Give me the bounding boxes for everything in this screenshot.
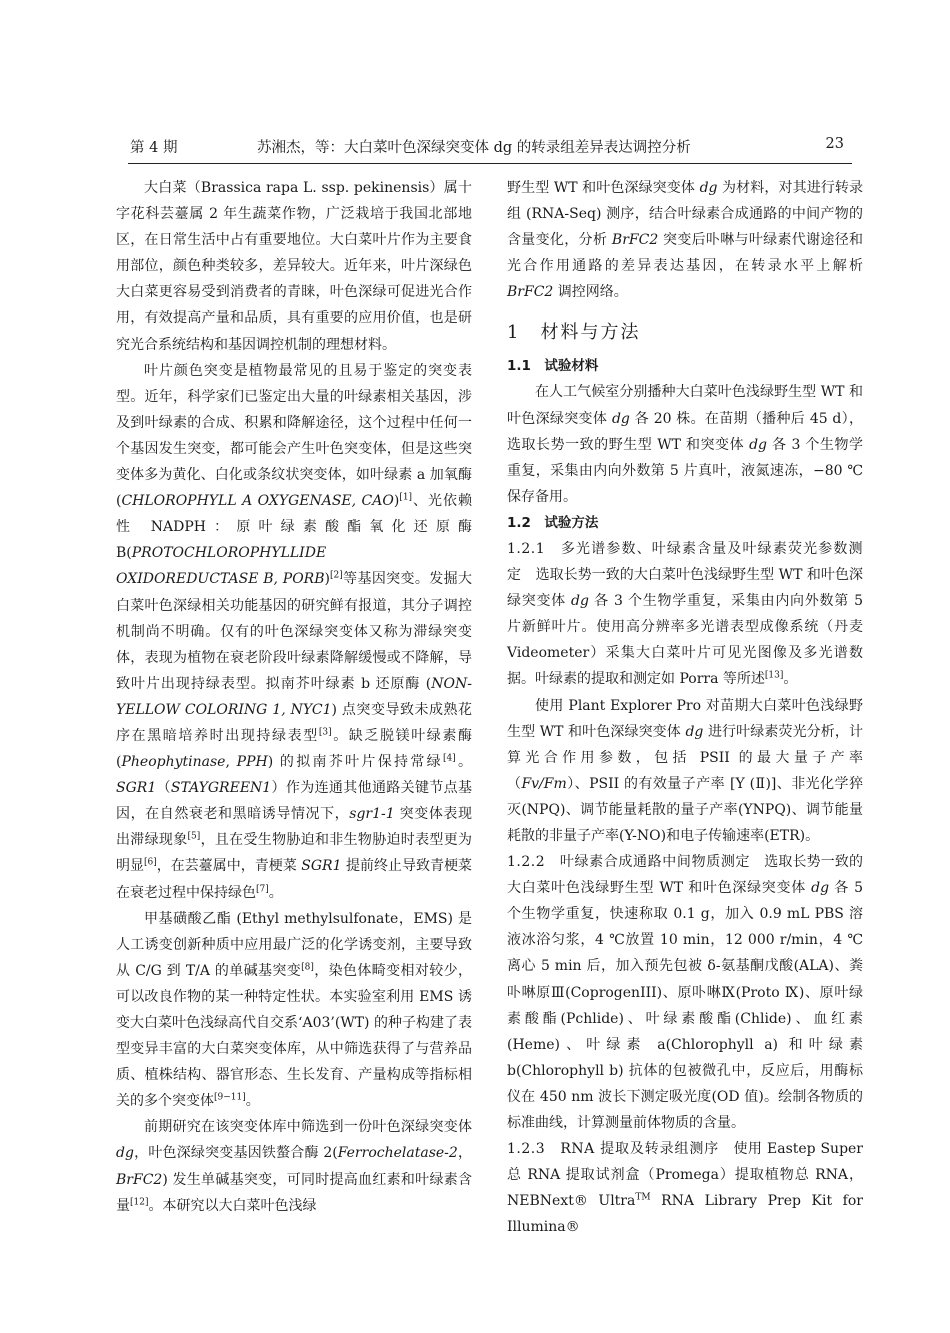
citation: [8] (301, 962, 314, 973)
method-1-2-2-paragraph: 1.2.2 叶绿素合成通路中间物质测定 选取长势一致的大白菜叶色浅绿野生型 WT 和叶色深绿突变体 dg 各 5 个生物学重复，快速称取 0.1 g，加入 0.9 mL PBS 溶液冰浴匀浆，4 ℃放置 10 min，12 000 r/min，4 ℃离心 5 min 后，加入预先包被 δ-氨基酮戊酸(ALA)、粪卟啉原Ⅲ(CoprogenIII)、原卟啉Ⅸ(Proto Ⅸ)、原叶绿素酸酯(Pchlide)、叶绿素酸酯(Chlide)、血红素(Heme)、叶绿素 a(Chlorophyll a) 和叶绿素 b(Chlorophyll b) 抗体的包被微孔中，反应后，用酶标仪在 450 nm 波长下测定吸光度(OD 值)。绘制各物质的标准曲线，计算测量前体物质的含量。 (507, 854, 864, 1131)
subsection-heading: RNA 提取及转录组测序 (560, 1141, 720, 1158)
subsection-number: 1.2.3 (507, 1141, 561, 1158)
running-title: 苏湘杰，等：大白菜叶色深绿突变体 dg 的转录组差异表达调控分析 (257, 140, 691, 156)
citation: [1] (399, 492, 413, 503)
method-1-2-1-paragraph: 1.2.1 多光谱参数、叶绿素含量及叶绿素荧光参数测定 选取长势一致的大白菜叶色浅绿野生型 WT 和叶色深绿突变体 dg 各 3 个生物学重复，采集由内向外数第 5 片新鲜叶片。使用高分辨率多光谱表型成像系统（丹麦 Videometer）采集大白菜叶片可见光图像及多光谱数据。叶绿素的提取和测定如 Porra 等所述[13]。 (507, 540, 864, 688)
fluorescence-paragraph: 使用 Plant Explorer Pro 对苗期大白菜叶色浅绿野生型 WT 和叶色深绿突变体 dg 进行叶绿素荧光分析，计算光合作用参数，包括 PSII 的最大量子产率（Fv/Fm）、PSII 的有效量子产率 [Y (Ⅱ)]、非光化学猝灭(NPQ)、调节能量耗散的量子产率(YNPQ)、调节能量耗散的非量子产率(Y-NO)和电子传输速率(ETR)。 (507, 697, 864, 844)
citation: [13] (764, 670, 784, 681)
subsection-heading: 多光谱参数、叶绿素含量及叶绿素荧光参数测定 (507, 540, 864, 584)
left-column (116, 175, 472, 1219)
section-heading-1: 1 材料与方法 (507, 322, 641, 344)
citation: [4] (442, 753, 456, 764)
intro-paragraph-4-continued: 野生型 WT 和叶色深绿突变体 dg 为材料，对其进行转录组 (RNA-Seq) 测序，结合叶绿素合成通路的中间产物的含量变化，分析 BrFC2 突变后卟啉与叶绿素代谢途径和光合作用通路的差异表达基因，在转录水平上解析 BrFC2 调控网络。 (507, 180, 864, 301)
issue-number: 第 4 期 (130, 140, 178, 156)
intro-paragraph-2: 叶片颜色突变是植物最常见的且易于鉴定的突变表型。近年，科学家们已鉴定出大量的叶绿素相关基因，涉及到叶绿素的合成、积累和降解途径，这个过程中任何一个基因发生突变，都可能会产生叶色突变体，但是这些突变体多为黄化、白化或条纹状突变体，如叶绿素 a 加氧酶 (CHLOROPHYLL A OXYGENASE, CAO)[1]、光依赖性 NADPH：原叶绿素酸酯氧化还原酶 B(PROTOCHLOROPHYLLIDE OXIDOREDUCTASE B, PORB)[2]等基因突变。发掘大白菜叶色深绿相关功能基因的研究鲜有报道，其分子调控机制尚不明确。仅有的叶色深绿突变体又称为滞绿突变体，表现为植物在衰老阶段叶绿素降解缓慢或不降解，导致叶片出现持绿表型。拟南芥叶绿素 b 还原酶 (NON-YELLOW COLORING 1, NYC1) 点突变导致未成熟花序在黑暗培养时出现持绿表型[3]。缺乏脱镁叶绿素酶 (Pheophytinase, PPH) 的拟南芥叶片保持常绿[4]。SGR1（STAYGREEN1）作为连通其他通路关键节点基因，在自然衰老和黑暗诱导情况下，sgr1-1 突变体表现出滞绿现象[5]，且在受生物胁迫和非生物胁迫时表型更为明显[6]，在芸薹属中，青梗菜 SGR1 提前终止导致青梗菜在衰老过程中保持绿色[7]。 (116, 362, 473, 901)
subsection-number: 1.2.1 (507, 540, 561, 557)
page-number: 23 (825, 136, 844, 152)
citation: [7] (256, 883, 269, 894)
intro-paragraph-3: 甲基磺酸乙酯 (Ethyl methylsulfonate，EMS) 是人工诱变创新种质中应用最广泛的化学诱变剂，主要导致从 C/G 到 T/A 的单碱基突变[8]，染色体畸变相对较少，可以改良作物的某一种特定性状。本实验室利用 EMS 诱变大白菜叶色浅绿高代自交系‘A03’(WT) 的种子构建了表型变异丰富的大白菜突变体库，从中筛选获得了与营养品质、植株结构、器官形态、生长发育、产量构成等指标相关的多个突变体[9−11]。 (116, 910, 473, 1110)
header-rule (128, 163, 852, 164)
citation: [6] (144, 857, 157, 868)
citation: [5] (187, 831, 201, 842)
section-heading-1-1: 1.1 试验材料 (507, 358, 599, 375)
materials-paragraph: 在人工气候室分别播种大白菜叶色浅绿野生型 WT 和叶色深绿突变体 dg 各 20 株。在苗期（播种后 45 d），选取长势一致的野生型 WT 和突变体 dg 各 3 个生物学重复，采集由内向外数第 5 片真叶，液氮速冻，−80 ℃保存备用。 (507, 384, 863, 505)
section-heading-1-2: 1.2 试验方法 (507, 514, 599, 531)
right-column (507, 175, 863, 1240)
running-header (130, 136, 848, 158)
method-1-2-3-paragraph: 1.2.3 RNA 提取及转录组测序 使用 Eastep Super 总 RNA 提取试剂盒（Promega）提取植物总 RNA，NEBNext® Ultra™ RNA Library Prep Kit for Illumina® (507, 1141, 864, 1236)
intro-paragraph-1: 大白菜（Brassica rapa L. ssp. pekinensis）属十字花科芸薹属 2 年生蔬菜作物，广泛栽培于我国北部地区，在日常生活中占有重要地位。大白菜叶片作为主要食用部位，颜色种类较多，差异较大。近年来，叶片深绿色大白菜更容易受到消费者的青睐，叶色深绿可促进光合作用，有效提高产量和品质，具有重要的应用价值，也是研究光合系统结构和基因调控机制的理想材料。 (116, 180, 472, 353)
intro-paragraph-4: 前期研究在该突变体库中筛选到一份叶色深绿突变体 dg，叶色深绿突变基因铁螯合酶 2(Ferrochelatase-2，BrFC2) 发生单碱基突变，可同时提高血红素和叶绿素含量[12]。本研究以大白菜叶色浅绿 (116, 1119, 472, 1214)
subsection-number: 1.2.2 (507, 854, 560, 871)
citation: [12] (130, 1197, 149, 1207)
subsection-heading: 叶绿素合成通路中间物质测定 (559, 854, 751, 871)
trademark-superscript: TM (635, 1192, 651, 1203)
citation: [9−11] (214, 1092, 246, 1103)
citation: [2] (329, 570, 343, 581)
citation: [3] (318, 727, 332, 738)
